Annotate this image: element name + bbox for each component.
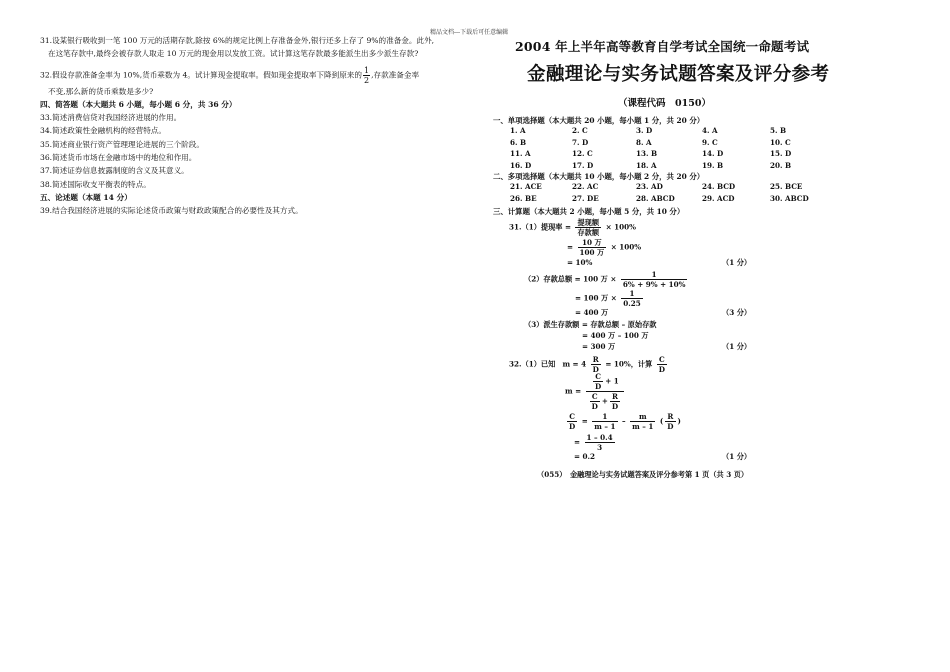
- question-38: 38.简述国际收支平衡表的特点。: [40, 179, 151, 189]
- fraction-numerator: C: [657, 355, 667, 365]
- section-3-heading: 三、计算题（本大题共 2 小题，每小题 5 分，共 10 分）: [493, 207, 685, 216]
- fraction-denominator: 100 万: [579, 248, 605, 257]
- cd-numeric-step: [574, 433, 617, 452]
- subject-title: 金融理论与实务试题答案及评分参考: [527, 64, 830, 85]
- fraction-numerator: R: [665, 412, 675, 422]
- single-choice-answer: 11. A: [510, 149, 531, 158]
- multiplier-fraction: [586, 372, 625, 411]
- single-choice-answer: 10. C: [770, 137, 791, 147]
- watermark-text: 精品文档---下载后可任意编辑: [430, 29, 509, 36]
- cd-derivation: [565, 412, 681, 431]
- section-4-heading: 四、简答题（本大题共 6 小题，每小题 6 分，共 36 分）: [40, 99, 237, 109]
- fraction-denominator: m – 1: [632, 422, 654, 431]
- calc-32-given-text: = 10%，计算: [605, 359, 653, 369]
- question-35: 35.简述商业银行资产管理理论进展的三个阶段。: [40, 139, 204, 149]
- single-choice-answer: 7. D: [572, 137, 589, 147]
- question-32-text-a: 32.假设存款准备金率为 10%,货币乘数为 4。试计算现金提取率。假如现金提取率下降到原来的: [40, 70, 362, 80]
- score-1-point: （1 分）: [722, 258, 752, 267]
- multi-choice-answer: 29. ACD: [702, 193, 735, 203]
- multi-choice-answer: 24. BCD: [702, 182, 736, 191]
- question-31-line-1: 31.设某银行吸收到一笔 100 万元的活期存款,除按 6%的规定比例上存准备金外,银行还多上存了 9%的准备金。此外,: [40, 36, 435, 45]
- fraction-denominator: D: [658, 365, 666, 374]
- fraction-denominator: 存款额: [577, 228, 600, 237]
- plus-one: + 1: [605, 376, 619, 386]
- calc-31-1-formula: [509, 218, 636, 237]
- calc-31-1-substitution: [567, 238, 641, 257]
- fraction-numerator: 1: [621, 270, 688, 280]
- section-1-heading: 一、单项选择题（本大题共 20 小题，每小题 1 分，共 20 分）: [493, 116, 705, 125]
- left-question-column: [40, 34, 470, 218]
- equals-sign: =: [581, 416, 588, 426]
- question-31-line-2: 在这笔存款中,最终会被存款人取走 10 万元的现金用以发放工资。试计算这笔存款最多能派生出多少派生存款?: [48, 49, 419, 59]
- page-footer: （055） 金融理论与实务试题答案及评分参考第 1 页（共 3 页）: [537, 470, 749, 479]
- calc-31-2-step-text: = 100 万 ×: [575, 293, 617, 303]
- fraction-numerator: C: [590, 392, 600, 402]
- money-multiplier-formula: [565, 372, 626, 411]
- m-equals: m =: [565, 386, 582, 396]
- fraction-denominator: D: [569, 422, 576, 431]
- multi-choice-answer: 22. AC: [572, 182, 599, 191]
- multi-choice-answer: 21. ACE: [510, 182, 542, 191]
- calc-31-2-formula: [524, 270, 689, 289]
- single-choice-answer: 13. B: [636, 149, 658, 158]
- one-half-fraction: [363, 66, 370, 85]
- times-100-percent: × 100%: [610, 242, 642, 252]
- question-36: 36.简述货币市场在金融市场中的地位和作用。: [40, 153, 197, 163]
- section-2-heading: 二、多项选择题（本大题共 10 小题，每小题 2 分，共 20 分）: [493, 172, 705, 181]
- withdrawal-fraction: [575, 218, 601, 237]
- fraction-numerator: 提现额: [577, 218, 600, 227]
- calc-31-3-step: = 400 万 – 100 万: [582, 331, 649, 340]
- fraction-denominator: 6% + 9% + 10%: [622, 280, 686, 289]
- value-fraction: [578, 238, 607, 257]
- question-32-line-2: 不变,那么新的货币乘数是多少?: [48, 86, 154, 96]
- plus-sign: +: [601, 396, 608, 406]
- calc-31-1-result: = 10%: [567, 258, 593, 267]
- fraction-denominator: D: [592, 365, 599, 374]
- score-1-point-b: （1 分）: [722, 342, 752, 351]
- fraction-numerator: 1: [621, 289, 643, 299]
- calc-32-label: 32.（1）已知 m = 4: [509, 359, 587, 369]
- m-over-m-minus-one: [630, 412, 655, 431]
- single-choice-answer: 14. D: [702, 149, 724, 158]
- question-33: 33.简述消费信贷对我国经济进展的作用。: [40, 113, 182, 123]
- c-over-d-lhs: [567, 412, 577, 431]
- fraction-denominator: m – 1: [594, 422, 616, 431]
- question-34: 34.简述政策性金融机构的经营特点。: [40, 126, 166, 136]
- calc-31-2-step: [575, 289, 645, 308]
- question-32-line-1: [40, 66, 470, 85]
- quarter-fraction: [621, 289, 643, 308]
- fraction-denominator: 3: [597, 443, 603, 452]
- fraction-numerator: R: [610, 392, 620, 402]
- score-1-point-c: （1 分）: [722, 452, 752, 461]
- single-choice-answer: 12. C: [572, 149, 593, 158]
- exam-title: 2004 年上半年高等教育自学考试全国统一命题考试: [515, 39, 810, 54]
- single-choice-answer: 6. B: [510, 137, 527, 147]
- multi-choice-answer: 23. AD: [636, 182, 663, 191]
- fraction-denominator: D: [611, 402, 619, 411]
- fraction-numerator: 1: [364, 65, 370, 75]
- fraction-numerator: 1: [592, 412, 617, 422]
- multiplier-numerator: [586, 372, 625, 392]
- c-over-d: [657, 355, 667, 374]
- single-choice-answer: 5. B: [770, 126, 787, 135]
- section-5-heading: 五、论述题（本题 14 分）: [40, 192, 132, 202]
- calc-31-3-result: = 300 万: [582, 342, 616, 351]
- question-39: 39.结合我国经济进展的实际论述货币政策与财政政策配合的必要性及其方式。: [40, 206, 303, 216]
- minus-sign: –: [622, 416, 626, 426]
- score-3-points: （3 分）: [722, 308, 752, 317]
- equals-sign: =: [567, 242, 574, 252]
- single-choice-answer: 18. A: [636, 160, 657, 170]
- fraction-denominator: D: [591, 402, 598, 411]
- single-choice-answer: 2. C: [572, 126, 588, 135]
- single-choice-answer: 20. B: [770, 160, 792, 170]
- fraction-denominator: D: [595, 382, 602, 391]
- single-choice-answer: 17. D: [572, 160, 594, 170]
- right-paren: ): [677, 416, 681, 426]
- fraction-numerator: m: [630, 412, 655, 422]
- times-100-percent: × 100%: [605, 222, 636, 232]
- one-over-m-minus-one: [592, 412, 617, 431]
- question-37: 37.简述证券信息披露制度的含义及其意义。: [40, 166, 189, 176]
- fraction-numerator: C: [593, 372, 603, 382]
- single-choice-answer: 8. A: [636, 137, 652, 147]
- calc-31-3-formula: （3）派生存款额 = 存款总额 – 原始存款: [524, 320, 657, 329]
- multi-choice-answer: 26. BE: [510, 193, 537, 203]
- single-choice-answer: 3. D: [636, 126, 653, 135]
- single-choice-answer: 19. B: [702, 160, 724, 170]
- fraction-numerator: R: [591, 355, 601, 365]
- fraction-numerator: C: [567, 412, 577, 422]
- fraction-denominator: D: [667, 422, 674, 431]
- single-choice-answer: 9. C: [702, 137, 718, 147]
- multi-choice-answer: 30. ABCD: [770, 193, 809, 203]
- multi-choice-answer: 27. DE: [572, 193, 599, 203]
- fraction-numerator: 10 万: [578, 238, 607, 248]
- single-choice-answer: 4. A: [702, 126, 718, 135]
- calc-31-2-label: （2）存款总额 = 100 万 ×: [524, 274, 617, 284]
- question-32-text-b: ,存款准备金率: [371, 70, 420, 80]
- reserve-fraction: [621, 270, 688, 289]
- numeric-fraction: [585, 433, 615, 452]
- cd-result: = 0.2: [574, 452, 596, 461]
- fraction-denominator: 0.25: [623, 299, 641, 308]
- single-choice-answer: 16. D: [510, 160, 532, 170]
- left-paren: (: [659, 416, 664, 426]
- r-over-d-term: [665, 412, 675, 431]
- equals-sign: =: [574, 437, 581, 447]
- fraction-denominator: 2: [364, 75, 370, 85]
- multi-choice-answer: 28. ABCD: [636, 193, 675, 203]
- calc-31-1-label: 31.（1）提现率 =: [509, 222, 571, 232]
- single-choice-answer: 1. A: [510, 126, 526, 135]
- calc-31-2-result: = 400 万: [575, 308, 609, 317]
- fraction-numerator: 1 – 0.4: [586, 433, 613, 442]
- single-choice-answer: 15. D: [770, 149, 792, 158]
- multi-choice-answer: 25. BCE: [770, 182, 803, 191]
- course-code: （课程代码 0150）: [618, 98, 711, 109]
- multiplier-denominator: [586, 392, 625, 411]
